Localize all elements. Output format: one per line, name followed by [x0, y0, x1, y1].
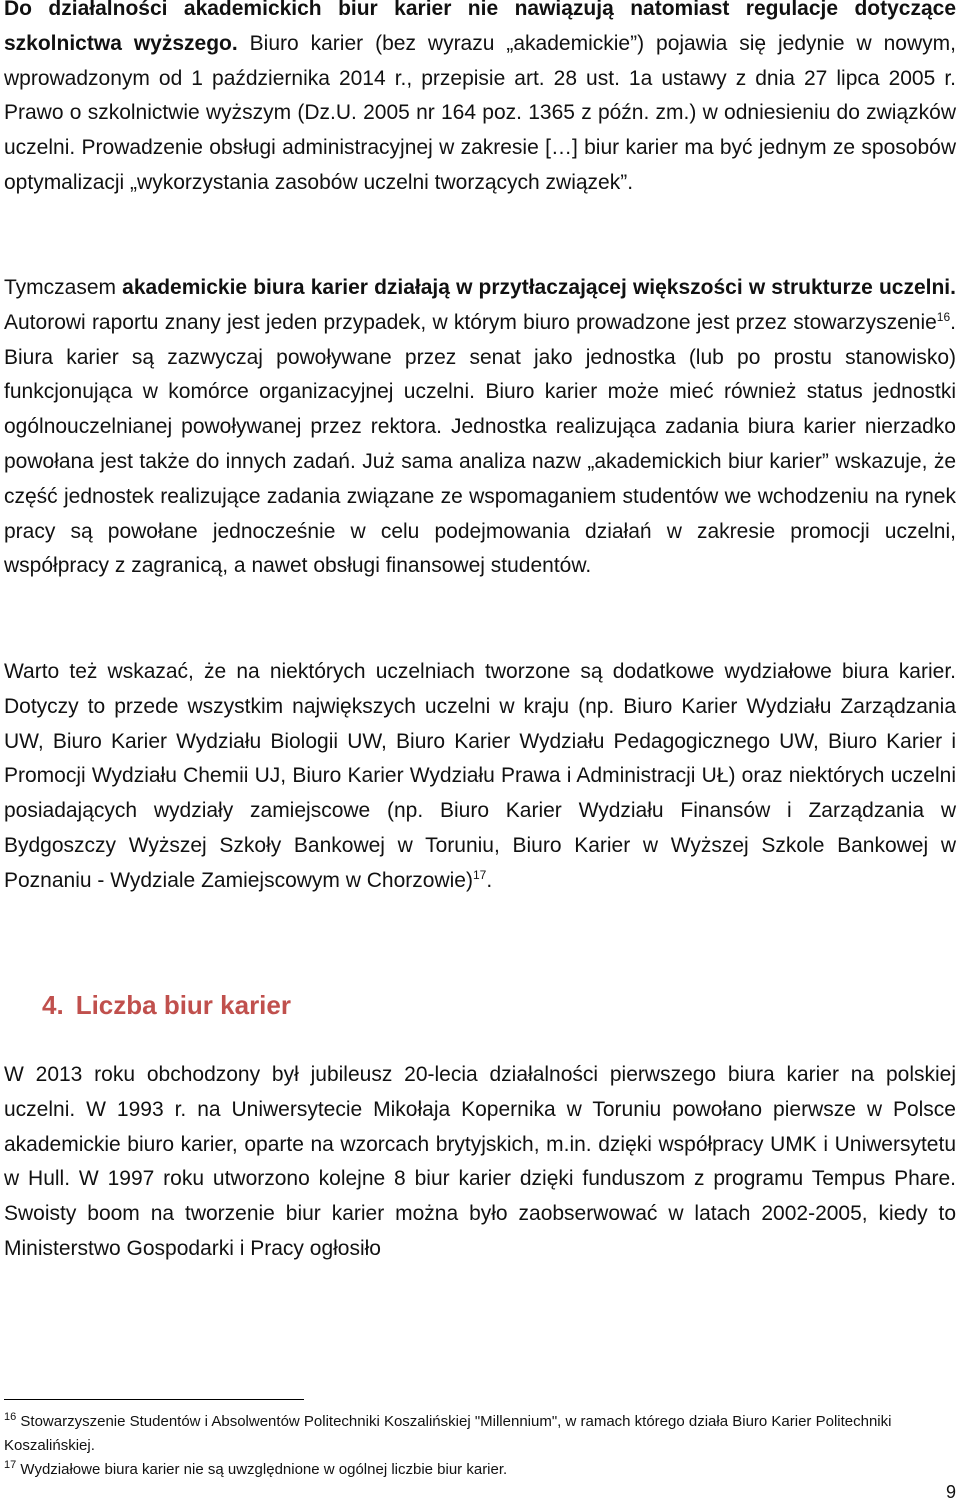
paragraph-text: . Biura karier są zazwyczaj powoływane przez senat jako jednostka (lub po prostu stanowisko) funkcjonująca w komórce organizacyjnej uczelni. Biuro karier może mieć również status jednostki ogólnouczelnianej powoływanej przez rektora. Jednostka realizująca zadania biura karier nierzadko powołana jest także do innych zadań. Już sama analiza nazw „akademickich biur karier” wskazuje, że część jednostek realizujące zadania związane ze wspomaganiem studentów we wchodzeniu na rynek pracy są powołane jednocześnie w celu podejmowania działań w zakresie promocji uczelni, współpracy z zagranicą, a nawet obsługi finansowej studentów. — [4, 310, 956, 578]
footnotes — [4, 1410, 956, 1482]
bold-statement: akademickie biura karier działają w przytłaczającej większości w strukturze uczelni. — [122, 276, 956, 299]
page-number: 9 — [945, 1482, 956, 1502]
section-number: 4. — [42, 990, 64, 1020]
footnote-ref[interactable]: 16 — [936, 309, 951, 324]
footnote-number: 16 — [4, 1411, 17, 1423]
paragraph-text: W 2013 roku obchodzony był jubileusz 20-lecia działalności pierwszego biura karier na polskiej uczelni. W 1993 r. na Uniwersytecie Mikołaja Kopernika w Toruniu powołano pierwsze w Polsce akademickie biuro karier, oparte na wzorcach brytyjskich, m.in. dzięki współpracy UMK i Uniwersytetu w Hull. W 1997 roku utworzono kolejne 8 biur karier dzięki funduszom z programu Tempus Phare. Swoisty boom na tworzenie biur karier można było zaobserwować w latach 2002-2005, kiedy to Ministerstwo Gospodarki i Pracy ogłosiło — [4, 1063, 956, 1260]
footnote-ref[interactable]: 17 — [472, 867, 487, 882]
paragraph-text: Autorowi raportu znany jest jeden przypadek, w którym biuro prowadzone jest przez stowarzyszenie — [4, 310, 937, 334]
footnote-text: Wydziałowe biura karier nie są uwzględnione w ogólnej liczbie biur karier. — [20, 1461, 508, 1478]
footnote-text: Stowarzyszenie Studentów i Absolwentów Politechniki Koszalińskiej "Millennium", w ramach którego działa Biuro Karier Politechniki Koszalińskiej. — [4, 1413, 892, 1454]
paragraph-regulations — [4, 0, 956, 201]
section-title: Liczba biur karier — [75, 990, 291, 1020]
footnote-number: 17 — [4, 1459, 17, 1471]
paragraph-history — [4, 1058, 956, 1267]
paragraph-text: Warto też wskazać, że na niektórych uczelniach tworzone są dodatkowe wydziałowe biura karier. Dotyczy to przede wszystkim największych uczelni w kraju (np. Biuro Karier Wydziału Zarządzania UW, Biuro Karier Wydziału Biologii UW, Biuro Karier Wydziału Pedagogicznego UW, Biuro Karier i Promocji Wydziału Chemii UJ, Biuro Karier Wydziału Prawa i Administracji UŁ) oraz niektórych uczelni posiadających wydziały zamiejscowe (np. Biuro Karier Wydziału Finansów i Zarządzania w Bydgoszczy Wyższej Szkoły Bankowej w Toruniu, Biuro Karier w Wyższej Szkole Bankowej w Poznaniu - Wydziale Zamiejscowym w Chorzowie) — [4, 660, 956, 892]
section-heading — [42, 985, 291, 1025]
paragraph-faculty-offices — [4, 655, 956, 899]
footnote-separator — [4, 1399, 304, 1400]
paragraph-structure — [4, 271, 956, 584]
bold-statement: Do działalności akademickich biur karier nie nawiązują natomiast regulacje dotyczące szkolnictwa wyższego. — [4, 0, 956, 55]
footnote-17 — [4, 1458, 956, 1482]
paragraph-text: . — [486, 868, 493, 892]
paragraph-text: Biuro karier (bez wyrazu „akademickie”) pojawia się jedynie w nowym, wprowadzonym od 1 października 2014 r., przepisie art. 28 ust. 1a ustawy z dnia 27 lipca 2005 r. Prawo o szkolnictwie wyższym (Dz.U. 2005 nr 164 poz. 1365 z późn. zm.) w odniesieniu do związków uczelni. Prowadzenie obsługi administracyjnej w zakresie […] biur karier ma być jednym ze sposobów optymalizacji „wykorzystania zasobów uczelni tworzących związek”. — [4, 31, 956, 194]
footnote-16 — [4, 1410, 956, 1458]
paragraph-text: Tymczasem — [4, 276, 123, 299]
